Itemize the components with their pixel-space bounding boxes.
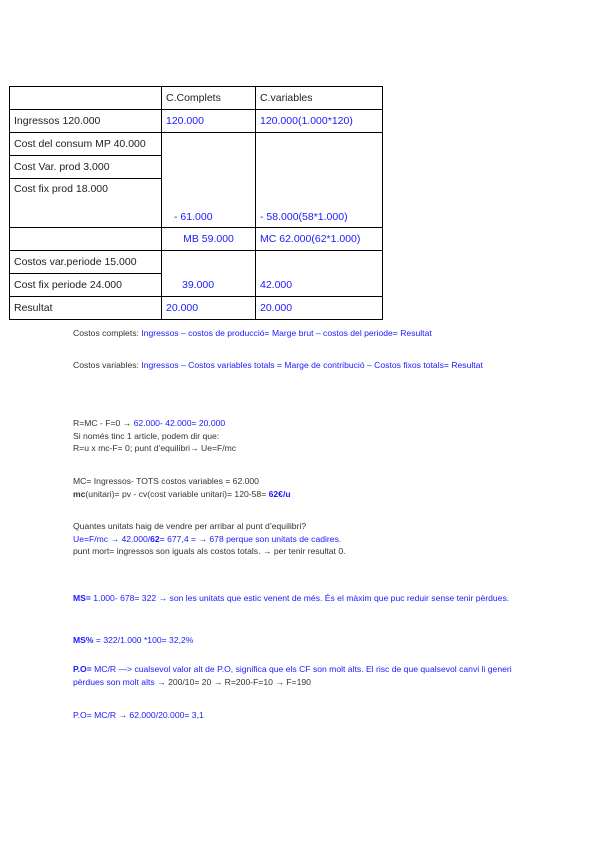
marge-contribucio: MC 62.000(62*1.000) <box>256 228 383 251</box>
periode-variables: 42.000 <box>260 279 293 291</box>
mc-line: MC= Ingressos- TOTS costos variables = 62.000 <box>73 476 259 486</box>
note-ms <box>73 592 533 605</box>
note-costos-variables <box>73 359 533 372</box>
note-ms-percent <box>73 634 533 647</box>
note-punt-equilibri <box>73 520 533 558</box>
costos-var-periode-label: Costos var.periode 15.000 <box>10 251 162 274</box>
note-po <box>73 663 533 688</box>
resultat-variables: 20.000 <box>256 297 383 320</box>
periode-variables-cell <box>256 251 383 297</box>
row-costos-var-periode <box>10 251 383 274</box>
po-label: P.O= <box>73 664 92 674</box>
msp-text: = 322/1.000 *100= 32,2% <box>93 635 194 645</box>
cost-consum-label: Cost del consum MP 40.000 <box>10 133 162 156</box>
ingressos-label: Ingressos 120.000 <box>10 110 162 133</box>
periode-complets-cell <box>162 251 256 297</box>
row-cost-consum <box>10 133 383 156</box>
msp-label: MS% <box>73 635 94 645</box>
po-text-b: 200/10= 20 → R=200-F=10 → F=190 <box>168 676 311 687</box>
mcu-result: 62€/u <box>268 488 291 499</box>
mcu-bold: mc <box>73 488 86 499</box>
note-costos-complets <box>73 327 533 340</box>
margins-label <box>10 228 162 251</box>
resultat-label: Resultat <box>10 297 162 320</box>
ue-a: Ue=F/mc → 42.000/ <box>73 533 151 544</box>
ingressos-complets: 120.000 <box>162 110 256 133</box>
ms-label: MS= <box>73 593 91 603</box>
header-complets: C.Complets <box>162 87 256 110</box>
header-variables: C.variables <box>256 87 383 110</box>
cost-fix-prod-variables: - 58.000(58*1.000) <box>256 179 383 228</box>
periode-complets: 39.000 <box>182 279 215 291</box>
margin-brut: MB 59.000 <box>162 228 256 251</box>
cost-table <box>9 86 383 320</box>
table-header-row <box>10 87 383 110</box>
cost-consum-complets <box>162 133 256 179</box>
complets-formula: Ingressos – costos de producció= Marge brut – costos del periode= Resultat <box>141 328 432 338</box>
resultat-complets: 20.000 <box>162 297 256 320</box>
ue-b: 62 <box>150 533 160 544</box>
cost-consum-variables <box>256 133 383 179</box>
ingressos-variables: 120.000(1.000*120) <box>256 110 383 133</box>
variables-label: Costos variables: <box>73 360 142 370</box>
row-margins <box>10 228 383 251</box>
quantes-line: Quantes unitats haig de vendre per arribar al punt d’equilibri? <box>73 521 307 531</box>
row-cost-fix-prod <box>10 179 383 228</box>
note-po2 <box>73 709 533 722</box>
po2-line: P.O= MC/R → 62.000/20.000= 3,1 <box>73 710 204 720</box>
row-resultat <box>10 297 383 320</box>
cost-var-prod-label: Cost Var. prod 3.000 <box>10 156 162 179</box>
cost-fix-prod-complets: - 61.000 <box>162 179 256 228</box>
r-line-b: 62.000- 42.000= 20.000 <box>133 418 226 428</box>
row-ingressos <box>10 110 383 133</box>
note-mc <box>73 475 533 500</box>
r-line-a: R=MC - F=0 → <box>73 418 134 428</box>
cost-fix-periode-label: Cost fix periode 24.000 <box>10 274 162 297</box>
cost-fix-prod-label: Cost fix prod 18.000 <box>10 179 162 228</box>
complets-label: Costos complets: <box>73 328 142 338</box>
po-text-a: MC/R —> cualsevol valor alt de P.O, significa que els CF son molt alts. El risc de que qualsevol canvi li generi pèrdues son molt alts → <box>73 664 512 687</box>
mcu-text: (unitari)= pv - cv(cost variable unitari)= 120-58= <box>85 488 269 499</box>
ue-c: = 677,4 = → 678 perque son unitats de cadires. <box>159 533 342 544</box>
variables-formula: Ingressos – Costos variables totals = Marge de contribució – Costos fixos totals= Resultat <box>141 360 483 370</box>
ru-line: R=u x mc-F= 0; punt d’equilibri→ Ue=F/mc <box>73 443 237 453</box>
punt-mort-line: punt mort= ingressos son iguals als costos totals. → per tenir resultat 0. <box>73 546 346 556</box>
si-line: Si només tinc 1 article, podem dir que: <box>73 430 220 441</box>
header-cell-empty <box>10 87 162 110</box>
note-resultat <box>73 417 533 455</box>
ms-text: 1.000- 678= 322 → son les unitats que estic venent de més. És el màxim que puc reduir sense tenir pèrdues. <box>90 593 510 603</box>
